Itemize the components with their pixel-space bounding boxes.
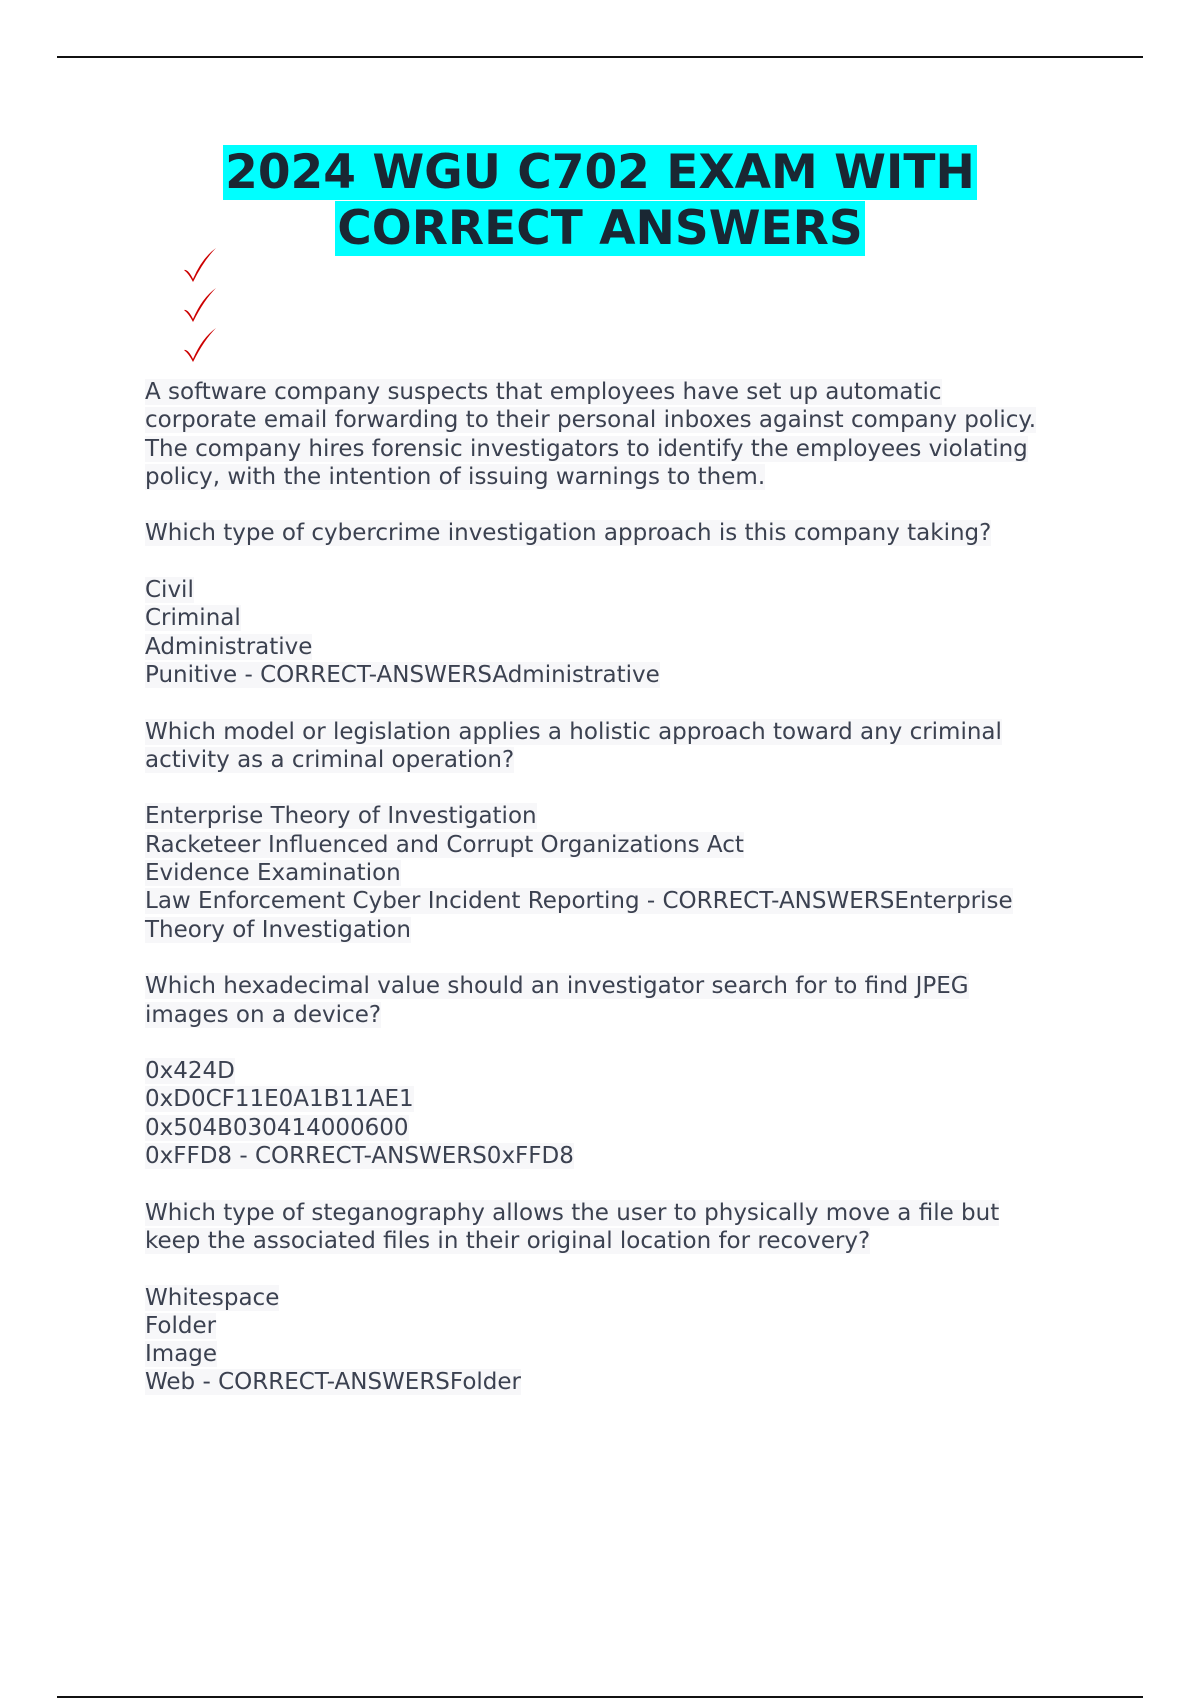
answer-option: Whitespace <box>145 1284 280 1311</box>
title-line-2: CORRECT ANSWERS <box>337 201 863 256</box>
answer-option: Evidence Examination <box>145 860 401 887</box>
answer-option: Folder <box>145 1312 217 1339</box>
question-text-line: keep the associated files in their original location for recovery? <box>145 1227 871 1254</box>
answer-option: Enterprise Theory of Investigation <box>145 803 537 830</box>
question-block <box>145 718 1105 944</box>
answer-option: Civil <box>145 577 194 604</box>
question-text-line: Which model or legislation applies a holistic approach toward any criminal <box>145 718 1002 745</box>
page-title <box>0 145 1200 257</box>
question-text-line: images on a device? <box>145 1001 382 1028</box>
question-text-line: The company hires forensic investigators to identify the employees violating <box>145 435 1028 462</box>
answer-option-with-correct-answer: Web - CORRECT-ANSWERSFolder <box>145 1369 521 1396</box>
question-text-line: Which hexadecimal value should an investigator search for to find JPEG <box>145 973 969 1000</box>
question-block <box>145 378 1105 689</box>
title-line-1: 2024 WGU C702 EXAM WITH <box>225 145 975 200</box>
answer-option-continuation: Theory of Investigation <box>145 916 411 943</box>
answer-option: 0x424D <box>145 1058 235 1085</box>
answer-option: Criminal <box>145 605 241 632</box>
answer-option: 0xD0CF11E0A1B11AE1 <box>145 1086 414 1113</box>
question-text-line: activity as a criminal operation? <box>145 746 515 773</box>
question-text-line: Which type of steganography allows the user to physically move a file but <box>145 1199 1000 1226</box>
checkmark-group <box>182 246 218 366</box>
answer-option-with-correct-answer: 0xFFD8 - CORRECT-ANSWERS0xFFD8 <box>145 1143 574 1170</box>
question-block <box>145 1199 1105 1397</box>
answer-option-with-correct-answer: Punitive - CORRECT-ANSWERSAdministrative <box>145 661 660 688</box>
question-prompt: Which type of cybercrime investigation approach is this company taking? <box>145 520 992 547</box>
top-divider <box>57 56 1143 58</box>
question-text-line: policy, with the intention of issuing warnings to them. <box>145 463 766 490</box>
answer-option: Racketeer Influenced and Corrupt Organizations Act <box>145 831 744 858</box>
checkmark-icon <box>182 326 218 366</box>
answer-option-with-correct-answer: Law Enforcement Cyber Incident Reporting - CORRECT-ANSWERSEnterprise <box>145 888 1013 915</box>
document-body <box>145 378 1105 1397</box>
bottom-divider <box>57 1696 1143 1698</box>
question-block <box>145 972 1105 1170</box>
question-text-line: A software company suspects that employees have set up automatic <box>145 379 942 405</box>
answer-option: Image <box>145 1341 218 1368</box>
checkmark-icon <box>182 246 218 286</box>
answer-option: 0x504B030414000600 <box>145 1114 409 1141</box>
question-text-line: corporate email forwarding to their personal inboxes against company policy. <box>145 407 1037 434</box>
checkmark-icon <box>182 286 218 326</box>
answer-option: Administrative <box>145 633 313 660</box>
